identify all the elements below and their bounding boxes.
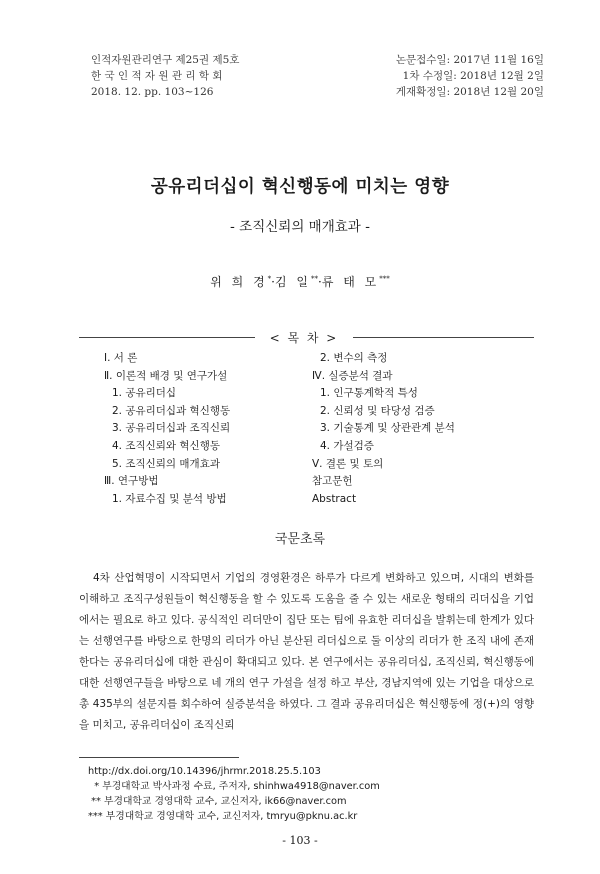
toc-item: 2. 신뢰성 및 타당성 검증	[320, 404, 435, 417]
accepted-date: 게재확정일: 2018년 12월 20일	[395, 86, 544, 98]
footnote: ** 부경대학교 경영대학 교수, 교신저자, ik66@naver.com	[88, 796, 347, 807]
toc-item: 참고문헌	[312, 475, 353, 488]
toc-right-column	[312, 350, 455, 508]
paper-title: 공유리더십이 혁신행동에 미치는 영향	[150, 177, 450, 197]
author-name: 위 희 경	[210, 275, 268, 289]
toc-item: Ⅰ. 서 론	[104, 352, 138, 364]
footnote-rule	[79, 757, 239, 758]
author-name: 김 일	[275, 275, 311, 289]
author-mark: *	[267, 275, 272, 283]
abstract-body: 4차 산업혁명이 시작되면서 기업의 경영환경은 하루가 다르게 변화하고 있으며, 시대의 변화를 이해하고 조직구성원들이 혁신행동을 할 수 있도록 도움을 줄 수 있는 새로운 형태의 리더십을 기업에서는 필요로 하고 있다. 공식적인 리더만이 집단 또는 팀에 유효한 리더십을 발휘는데 한계가 있다는 선행연구를 바탕으로 한명의 리더가 아닌 분산된 리더십으로 둘 이상의 리더가 한 조직 내에 존재 한다는 공유리더십에 대한 관심이 확대되고 있다. 본 연구에서는 공유리더십, 조직신뢰, 혁신행동에 대한 선행연구들을 바탕으로 네 개의 연구 가설을 설정 하고 부산, 경남지역에 있는 기업을 대상으로 총 435부의 설문지를 회수하여 실증분석을 하였다. 그 결과 공유리더십은 혁신행동에 정(+)의 영향을 미치고, 공유리더십이 조직신뢰	[79, 572, 534, 731]
author-separator: ·	[318, 275, 322, 289]
toc-item: 1. 인구통계학적 특성	[320, 387, 418, 400]
toc-item: 3. 공유리더십과 조직신뢰	[112, 422, 231, 435]
footnote: *** 부경대학교 경영대학 교수, 교신저자, tmryu@pknu.ac.kr	[88, 811, 358, 822]
society-name: 한 국 인 적 자 원 관 리 학 회	[91, 70, 223, 82]
toc-item: 2. 변수의 측정	[320, 352, 388, 364]
toc-item: Ⅲ. 연구방법	[104, 475, 159, 488]
toc-item: Abstract	[312, 492, 357, 505]
toc-item: 4. 조직신뢰와 혁신행동	[112, 439, 220, 452]
page-number: - 103 -	[282, 834, 318, 847]
paper-subtitle: - 조직신뢰의 매개효과 -	[230, 219, 370, 235]
revised-date: 1차 수정일: 2018년 12월 2일	[402, 70, 544, 82]
journal-name: 인적자원관리연구 제25권 제5호	[91, 54, 240, 66]
abstract-heading: 국문초록	[274, 532, 326, 547]
toc-left-column	[104, 350, 230, 508]
journal-header-right	[396, 52, 544, 100]
author-mark: **	[311, 275, 318, 283]
received-date: 논문접수일: 2017년 11월 16일	[395, 54, 544, 66]
footnotes	[88, 764, 380, 824]
toc-item: 3. 기술통계 및 상관관계 분석	[320, 422, 455, 435]
footnote: http://dx.doi.org/10.14396/jhrmr.2018.25.5.103	[88, 766, 321, 777]
toc-item: Ⅱ. 이론적 배경 및 연구가설	[104, 369, 228, 382]
author-separator: ·	[271, 275, 275, 289]
toc-item: 4. 가설검증	[320, 439, 374, 452]
footnote: * 부경대학교 박사과정 수료, 주저자, shinhwa4918@naver.com	[88, 781, 380, 792]
journal-header-left	[91, 52, 239, 100]
toc-item: 5. 조직신뢰의 매개효과	[112, 457, 220, 470]
toc-item: 1. 공유리더십	[112, 387, 177, 400]
author-mark: ***	[379, 275, 390, 283]
toc-item: 2. 공유리더십과 혁신행동	[112, 404, 231, 417]
toc-item: Ⅴ. 결론 및 토의	[312, 457, 384, 470]
author-name: 류 태 모	[321, 275, 380, 289]
toc-label: < 목 차 >	[255, 329, 353, 346]
toc-item: Ⅳ. 실증분석 결과	[312, 369, 393, 382]
author-list	[0, 273, 600, 290]
issue-info: 2018. 12. pp. 103~126	[91, 86, 214, 98]
toc-item: 1. 자료수집 및 분석 방법	[112, 492, 227, 505]
